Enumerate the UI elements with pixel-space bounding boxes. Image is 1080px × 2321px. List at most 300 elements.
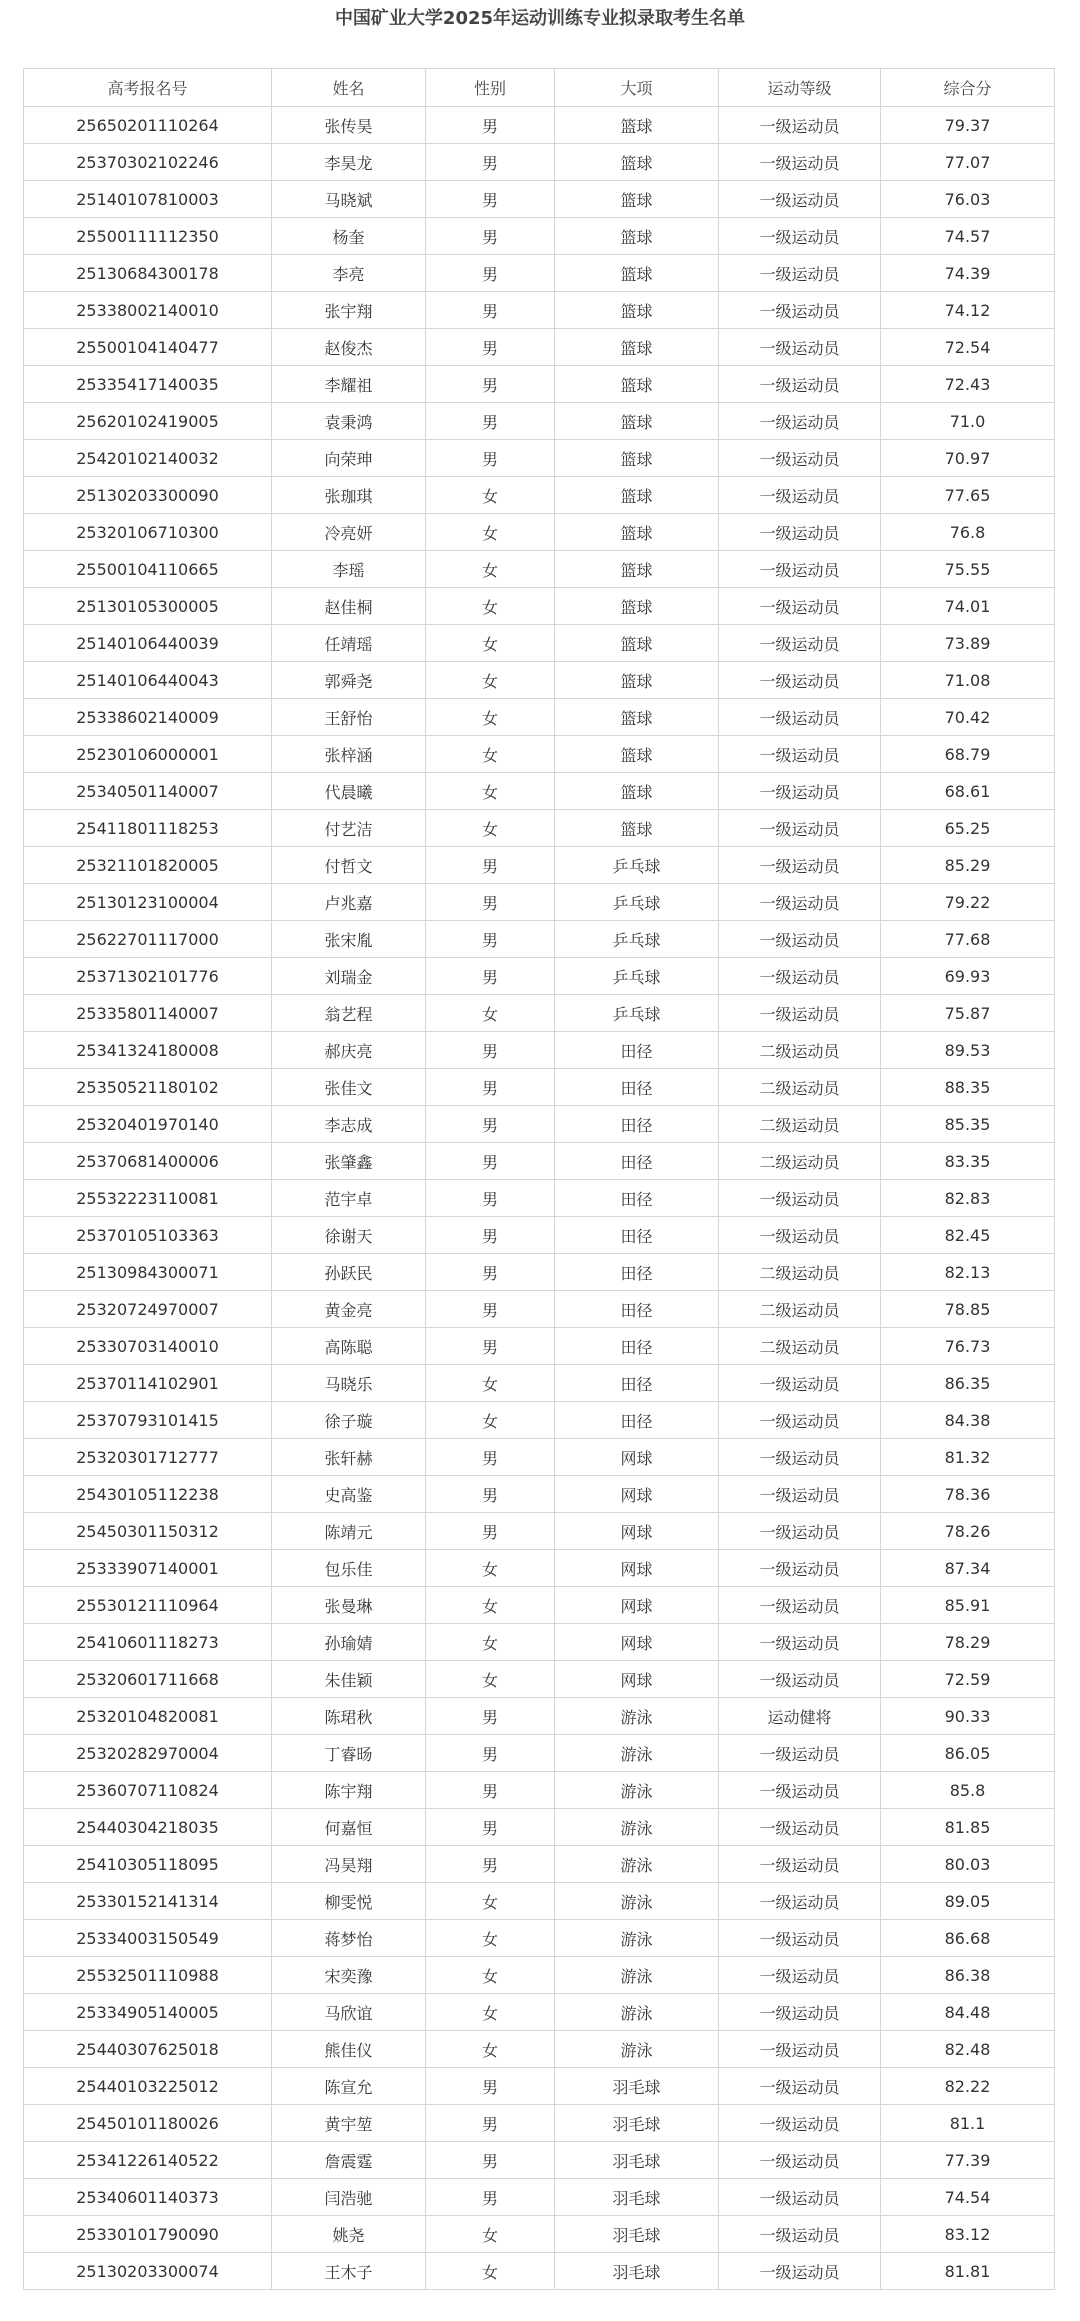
cell-gender: 女 (426, 551, 555, 588)
cell-gender: 男 (426, 2179, 555, 2216)
table-row (24, 1328, 1055, 1365)
cell-sport: 网球 (555, 1476, 719, 1513)
header-gender: 性别 (426, 69, 555, 107)
cell-sport: 篮球 (555, 588, 719, 625)
cell-gender: 女 (426, 1661, 555, 1698)
cell-score: 83.12 (881, 2216, 1055, 2253)
cell-name: 张佳文 (272, 1069, 426, 1106)
cell-sport: 篮球 (555, 625, 719, 662)
cell-score: 68.61 (881, 773, 1055, 810)
cell-level: 一级运动员 (719, 403, 881, 440)
cell-exam-id: 25341226140522 (24, 2142, 272, 2179)
cell-sport: 乒乓球 (555, 884, 719, 921)
cell-gender: 女 (426, 1994, 555, 2031)
cell-name: 徐谢天 (272, 1217, 426, 1254)
cell-score: 78.26 (881, 1513, 1055, 1550)
cell-exam-id: 25370302102246 (24, 144, 272, 181)
cell-score: 71.0 (881, 403, 1055, 440)
cell-score: 83.35 (881, 1143, 1055, 1180)
cell-sport: 网球 (555, 1661, 719, 1698)
table-row (24, 1365, 1055, 1402)
cell-gender: 男 (426, 255, 555, 292)
cell-score: 74.12 (881, 292, 1055, 329)
cell-level: 一级运动员 (719, 1513, 881, 1550)
cell-score: 84.38 (881, 1402, 1055, 1439)
table-row (24, 773, 1055, 810)
cell-name: 高陈聪 (272, 1328, 426, 1365)
cell-score: 74.39 (881, 255, 1055, 292)
cell-level: 一级运动员 (719, 2031, 881, 2068)
table-row (24, 588, 1055, 625)
cell-score: 79.22 (881, 884, 1055, 921)
cell-level: 一级运动员 (719, 1365, 881, 1402)
cell-level: 一级运动员 (719, 1809, 881, 1846)
cell-gender: 男 (426, 1291, 555, 1328)
cell-score: 82.13 (881, 1254, 1055, 1291)
table-row (24, 736, 1055, 773)
cell-name: 翁艺程 (272, 995, 426, 1032)
cell-name: 刘瑞金 (272, 958, 426, 995)
cell-name: 陈宣允 (272, 2068, 426, 2105)
cell-score: 81.1 (881, 2105, 1055, 2142)
cell-sport: 田径 (555, 1069, 719, 1106)
cell-score: 81.81 (881, 2253, 1055, 2290)
cell-gender: 男 (426, 1254, 555, 1291)
cell-exam-id: 25440304218035 (24, 1809, 272, 1846)
table-row (24, 1291, 1055, 1328)
table-row (24, 107, 1055, 144)
cell-name: 郭舜尧 (272, 662, 426, 699)
table-row (24, 2031, 1055, 2068)
cell-score: 74.54 (881, 2179, 1055, 2216)
cell-gender: 男 (426, 1735, 555, 1772)
table-row (24, 1772, 1055, 1809)
cell-name: 张宇翔 (272, 292, 426, 329)
cell-score: 85.35 (881, 1106, 1055, 1143)
cell-exam-id: 25130984300071 (24, 1254, 272, 1291)
cell-score: 78.85 (881, 1291, 1055, 1328)
table-row (24, 1957, 1055, 1994)
cell-level: 二级运动员 (719, 1106, 881, 1143)
cell-exam-id: 25335801140007 (24, 995, 272, 1032)
cell-level: 一级运动员 (719, 1550, 881, 1587)
cell-exam-id: 25450301150312 (24, 1513, 272, 1550)
cell-exam-id: 25140106440039 (24, 625, 272, 662)
cell-name: 陈宇翔 (272, 1772, 426, 1809)
cell-exam-id: 25330101790090 (24, 2216, 272, 2253)
cell-exam-id: 25340501140007 (24, 773, 272, 810)
cell-sport: 篮球 (555, 107, 719, 144)
cell-exam-id: 25370681400006 (24, 1143, 272, 1180)
cell-name: 李昊龙 (272, 144, 426, 181)
cell-exam-id: 25440307625018 (24, 2031, 272, 2068)
cell-exam-id: 25411801118253 (24, 810, 272, 847)
table-row (24, 2253, 1055, 2290)
table-row (24, 1587, 1055, 1624)
cell-name: 闫浩驰 (272, 2179, 426, 2216)
cell-exam-id: 25321101820005 (24, 847, 272, 884)
cell-level: 一级运动员 (719, 662, 881, 699)
cell-name: 张曼琳 (272, 1587, 426, 1624)
cell-score: 69.93 (881, 958, 1055, 995)
cell-gender: 女 (426, 588, 555, 625)
cell-level: 一级运动员 (719, 1217, 881, 1254)
cell-name: 付哲文 (272, 847, 426, 884)
cell-sport: 篮球 (555, 181, 719, 218)
cell-gender: 女 (426, 662, 555, 699)
cell-score: 76.73 (881, 1328, 1055, 1365)
cell-level: 一级运动员 (719, 255, 881, 292)
cell-sport: 游泳 (555, 1846, 719, 1883)
cell-name: 徐子璇 (272, 1402, 426, 1439)
cell-exam-id: 25500104140477 (24, 329, 272, 366)
cell-exam-id: 25650201110264 (24, 107, 272, 144)
cell-exam-id: 25341324180008 (24, 1032, 272, 1069)
cell-exam-id: 25320104820081 (24, 1698, 272, 1735)
table-row (24, 1476, 1055, 1513)
cell-name: 陈靖元 (272, 1513, 426, 1550)
table-row (24, 1920, 1055, 1957)
cell-name: 陈珺秋 (272, 1698, 426, 1735)
cell-level: 一级运动员 (719, 1772, 881, 1809)
cell-gender: 女 (426, 1550, 555, 1587)
cell-sport: 羽毛球 (555, 2105, 719, 2142)
cell-gender: 男 (426, 329, 555, 366)
cell-level: 一级运动员 (719, 773, 881, 810)
cell-gender: 男 (426, 440, 555, 477)
cell-level: 一级运动员 (719, 1846, 881, 1883)
cell-level: 一级运动员 (719, 2105, 881, 2142)
cell-level: 一级运动员 (719, 2068, 881, 2105)
cell-sport: 篮球 (555, 514, 719, 551)
cell-level: 一级运动员 (719, 551, 881, 588)
cell-name: 范宇卓 (272, 1180, 426, 1217)
cell-level: 一级运动员 (719, 1587, 881, 1624)
table-row (24, 477, 1055, 514)
cell-gender: 男 (426, 1476, 555, 1513)
cell-exam-id: 25370105103363 (24, 1217, 272, 1254)
table-row (24, 1439, 1055, 1476)
cell-exam-id: 25130203300074 (24, 2253, 272, 2290)
cell-score: 89.05 (881, 1883, 1055, 1920)
cell-gender: 女 (426, 995, 555, 1032)
cell-sport: 篮球 (555, 551, 719, 588)
table-row (24, 366, 1055, 403)
table-row (24, 662, 1055, 699)
cell-name: 郝庆亮 (272, 1032, 426, 1069)
cell-score: 68.79 (881, 736, 1055, 773)
cell-level: 二级运动员 (719, 1143, 881, 1180)
cell-exam-id: 25338602140009 (24, 699, 272, 736)
cell-level: 二级运动员 (719, 1069, 881, 1106)
cell-score: 85.8 (881, 1772, 1055, 1809)
cell-exam-id: 25340601140373 (24, 2179, 272, 2216)
cell-score: 86.68 (881, 1920, 1055, 1957)
cell-sport: 羽毛球 (555, 2179, 719, 2216)
cell-exam-id: 25532501110988 (24, 1957, 272, 1994)
cell-level: 一级运动员 (719, 329, 881, 366)
cell-name: 李瑶 (272, 551, 426, 588)
table-row (24, 995, 1055, 1032)
cell-gender: 女 (426, 1365, 555, 1402)
cell-exam-id: 25130123100004 (24, 884, 272, 921)
cell-score: 86.38 (881, 1957, 1055, 1994)
table-row (24, 144, 1055, 181)
table-row (24, 2216, 1055, 2253)
cell-gender: 男 (426, 884, 555, 921)
cell-name: 张宋胤 (272, 921, 426, 958)
table-row (24, 1069, 1055, 1106)
cell-gender: 男 (426, 292, 555, 329)
cell-gender: 男 (426, 1032, 555, 1069)
cell-name: 张梓涵 (272, 736, 426, 773)
cell-gender: 男 (426, 366, 555, 403)
cell-gender: 女 (426, 1402, 555, 1439)
cell-name: 丁睿旸 (272, 1735, 426, 1772)
cell-name: 任靖瑶 (272, 625, 426, 662)
cell-sport: 游泳 (555, 1994, 719, 2031)
cell-name: 蒋梦怡 (272, 1920, 426, 1957)
cell-score: 86.35 (881, 1365, 1055, 1402)
cell-exam-id: 25371302101776 (24, 958, 272, 995)
cell-name: 李亮 (272, 255, 426, 292)
cell-exam-id: 25130203300090 (24, 477, 272, 514)
cell-name: 史高鉴 (272, 1476, 426, 1513)
cell-name: 赵佳桐 (272, 588, 426, 625)
table-row (24, 551, 1055, 588)
cell-level: 一级运动员 (719, 366, 881, 403)
cell-level: 一级运动员 (719, 625, 881, 662)
table-row (24, 440, 1055, 477)
cell-exam-id: 25338002140010 (24, 292, 272, 329)
cell-gender: 男 (426, 1143, 555, 1180)
cell-name: 马欣谊 (272, 1994, 426, 2031)
table-row (24, 958, 1055, 995)
table-row (24, 1032, 1055, 1069)
cell-score: 86.05 (881, 1735, 1055, 1772)
cell-level: 一级运动员 (719, 1994, 881, 2031)
cell-exam-id: 25450101180026 (24, 2105, 272, 2142)
cell-score: 75.55 (881, 551, 1055, 588)
cell-exam-id: 25622701117000 (24, 921, 272, 958)
cell-name: 冷亮妍 (272, 514, 426, 551)
table-row (24, 1698, 1055, 1735)
cell-sport: 游泳 (555, 1735, 719, 1772)
table-row (24, 292, 1055, 329)
cell-name: 付艺洁 (272, 810, 426, 847)
cell-gender: 女 (426, 1883, 555, 1920)
cell-sport: 篮球 (555, 773, 719, 810)
table-row (24, 2179, 1055, 2216)
cell-sport: 篮球 (555, 144, 719, 181)
cell-sport: 羽毛球 (555, 2216, 719, 2253)
table-row (24, 625, 1055, 662)
cell-score: 76.03 (881, 181, 1055, 218)
cell-sport: 篮球 (555, 329, 719, 366)
cell-name: 李耀祖 (272, 366, 426, 403)
cell-exam-id: 25334905140005 (24, 1994, 272, 2031)
cell-name: 黄宇堃 (272, 2105, 426, 2142)
cell-exam-id: 25320724970007 (24, 1291, 272, 1328)
cell-sport: 田径 (555, 1217, 719, 1254)
table-row (24, 403, 1055, 440)
cell-sport: 篮球 (555, 366, 719, 403)
cell-level: 一级运动员 (719, 440, 881, 477)
cell-sport: 篮球 (555, 255, 719, 292)
cell-name: 杨奎 (272, 218, 426, 255)
cell-gender: 男 (426, 218, 555, 255)
cell-level: 二级运动员 (719, 1291, 881, 1328)
cell-gender: 女 (426, 1920, 555, 1957)
cell-name: 马晓斌 (272, 181, 426, 218)
table-row (24, 884, 1055, 921)
table-row (24, 1809, 1055, 1846)
cell-exam-id: 25333907140001 (24, 1550, 272, 1587)
table-row (24, 329, 1055, 366)
cell-name: 熊佳仪 (272, 2031, 426, 2068)
cell-score: 88.35 (881, 1069, 1055, 1106)
cell-gender: 男 (426, 1180, 555, 1217)
cell-gender: 女 (426, 2031, 555, 2068)
cell-exam-id: 25140107810003 (24, 181, 272, 218)
cell-gender: 男 (426, 1698, 555, 1735)
cell-exam-id: 25130684300178 (24, 255, 272, 292)
cell-exam-id: 25330152141314 (24, 1883, 272, 1920)
cell-level: 一级运动员 (719, 1180, 881, 1217)
cell-name: 王木子 (272, 2253, 426, 2290)
cell-sport: 网球 (555, 1550, 719, 1587)
cell-sport: 网球 (555, 1439, 719, 1476)
cell-sport: 田径 (555, 1032, 719, 1069)
cell-sport: 羽毛球 (555, 2068, 719, 2105)
table-row (24, 2068, 1055, 2105)
cell-level: 一级运动员 (719, 1439, 881, 1476)
cell-score: 85.91 (881, 1587, 1055, 1624)
cell-level: 一级运动员 (719, 884, 881, 921)
cell-level: 一级运动员 (719, 995, 881, 1032)
cell-gender: 女 (426, 810, 555, 847)
cell-score: 82.45 (881, 1217, 1055, 1254)
cell-exam-id: 25440103225012 (24, 2068, 272, 2105)
table-row (24, 1402, 1055, 1439)
cell-gender: 男 (426, 921, 555, 958)
cell-sport: 篮球 (555, 292, 719, 329)
cell-score: 77.65 (881, 477, 1055, 514)
table-row (24, 1735, 1055, 1772)
cell-sport: 篮球 (555, 662, 719, 699)
cell-score: 79.37 (881, 107, 1055, 144)
cell-level: 一级运动员 (719, 958, 881, 995)
cell-sport: 田径 (555, 1402, 719, 1439)
cell-gender: 女 (426, 1957, 555, 1994)
cell-sport: 网球 (555, 1587, 719, 1624)
cell-exam-id: 25320401970140 (24, 1106, 272, 1143)
table-row (24, 1550, 1055, 1587)
cell-gender: 男 (426, 1217, 555, 1254)
cell-exam-id: 25320301712777 (24, 1439, 272, 1476)
cell-score: 87.34 (881, 1550, 1055, 1587)
cell-exam-id: 25320282970004 (24, 1735, 272, 1772)
table-row (24, 1254, 1055, 1291)
cell-score: 77.68 (881, 921, 1055, 958)
table-row (24, 1106, 1055, 1143)
cell-exam-id: 25334003150549 (24, 1920, 272, 1957)
cell-gender: 男 (426, 2105, 555, 2142)
cell-level: 一级运动员 (719, 847, 881, 884)
cell-score: 82.48 (881, 2031, 1055, 2068)
cell-name: 张传昊 (272, 107, 426, 144)
cell-score: 74.57 (881, 218, 1055, 255)
table-header-row (24, 69, 1055, 107)
cell-exam-id: 25350521180102 (24, 1069, 272, 1106)
cell-level: 一级运动员 (719, 514, 881, 551)
cell-name: 马晓乐 (272, 1365, 426, 1402)
cell-gender: 男 (426, 1772, 555, 1809)
cell-gender: 男 (426, 1439, 555, 1476)
cell-exam-id: 25410601118273 (24, 1624, 272, 1661)
cell-score: 89.53 (881, 1032, 1055, 1069)
table-row (24, 699, 1055, 736)
cell-gender: 女 (426, 699, 555, 736)
cell-name: 张珈琪 (272, 477, 426, 514)
cell-gender: 女 (426, 477, 555, 514)
cell-level: 一级运动员 (719, 1957, 881, 1994)
cell-sport: 乒乓球 (555, 958, 719, 995)
cell-level: 一级运动员 (719, 2216, 881, 2253)
cell-level: 一级运动员 (719, 736, 881, 773)
table-row (24, 1217, 1055, 1254)
cell-score: 74.01 (881, 588, 1055, 625)
table-row (24, 1994, 1055, 2031)
cell-exam-id: 25140106440043 (24, 662, 272, 699)
page-title: 中国矿业大学2025年运动训练专业拟录取考生名单 (334, 8, 746, 29)
cell-exam-id: 25370114102901 (24, 1365, 272, 1402)
cell-level: 一级运动员 (719, 1883, 881, 1920)
cell-sport: 乒乓球 (555, 995, 719, 1032)
table-row (24, 1513, 1055, 1550)
table-body (24, 107, 1055, 2290)
cell-name: 张轩赫 (272, 1439, 426, 1476)
table-row (24, 1180, 1055, 1217)
cell-level: 一级运动员 (719, 810, 881, 847)
cell-level: 一级运动员 (719, 2179, 881, 2216)
cell-name: 孙跃民 (272, 1254, 426, 1291)
cell-sport: 田径 (555, 1106, 719, 1143)
cell-gender: 男 (426, 847, 555, 884)
table-row (24, 847, 1055, 884)
cell-level: 一级运动员 (719, 1661, 881, 1698)
cell-score: 72.43 (881, 366, 1055, 403)
cell-gender: 女 (426, 1624, 555, 1661)
cell-gender: 女 (426, 1587, 555, 1624)
cell-level: 一级运动员 (719, 2142, 881, 2179)
cell-level: 一级运动员 (719, 1624, 881, 1661)
cell-score: 70.42 (881, 699, 1055, 736)
cell-sport: 篮球 (555, 218, 719, 255)
cell-sport: 篮球 (555, 699, 719, 736)
cell-level: 一级运动员 (719, 921, 881, 958)
cell-gender: 男 (426, 1809, 555, 1846)
cell-level: 一级运动员 (719, 699, 881, 736)
cell-exam-id: 25360707110824 (24, 1772, 272, 1809)
cell-exam-id: 25430105112238 (24, 1476, 272, 1513)
cell-exam-id: 25370793101415 (24, 1402, 272, 1439)
cell-name: 何嘉恒 (272, 1809, 426, 1846)
cell-name: 詹震霆 (272, 2142, 426, 2179)
cell-level: 一级运动员 (719, 588, 881, 625)
cell-gender: 男 (426, 958, 555, 995)
cell-score: 72.54 (881, 329, 1055, 366)
